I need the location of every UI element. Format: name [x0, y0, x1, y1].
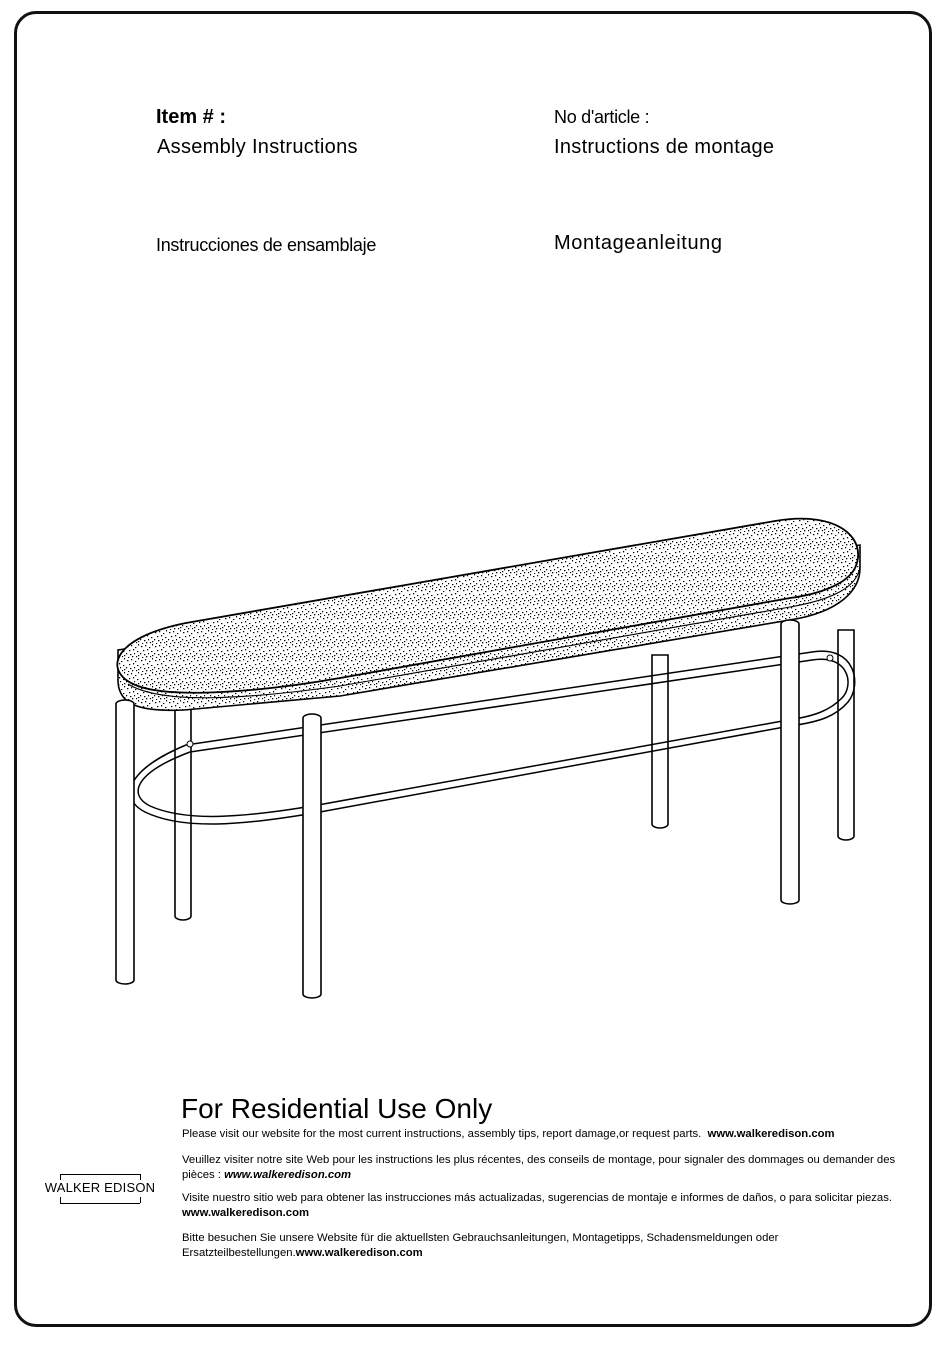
no-article-label: No d'article : [554, 107, 650, 127]
footer-text-es-body: Visite nuestro sitio web para obtener las instrucciones más actualizadas, sugerencias de montaje e informes de daños, o para solicitar piezas. [182, 1192, 892, 1204]
front-leg-right [781, 620, 799, 904]
walker-edison-logo [40, 1172, 160, 1206]
logo-top-rule [60, 1174, 140, 1175]
residential-use-title: For Residential Use Only [181, 1093, 493, 1124]
back-leg-left [175, 700, 191, 920]
footer-url-es[interactable]: www.walkeredison.com [182, 1207, 310, 1219]
footer-text-de-body: Bitte besuchen Sie unsere Website für die aktuellsten Gebrauchsanleitungen, Montagetipps, Schadensmeldungen oder Ersatzteilbestellungen. [182, 1232, 779, 1259]
footer-text-es [182, 1191, 910, 1221]
footer-text-de [182, 1231, 910, 1261]
assembly-instructions-es: Instrucciones de ensamblaje [156, 235, 377, 255]
assembly-instructions-fr: Instructions de montage [554, 136, 775, 158]
screw-left [187, 741, 193, 747]
footer-text-fr [182, 1153, 910, 1183]
logo-text: WALKER EDISON [44, 1180, 156, 1195]
logo-tick [140, 1197, 141, 1203]
back-leg-right [838, 630, 854, 840]
item-number-label: Item # : [156, 106, 227, 128]
footer-text-en [182, 1127, 910, 1142]
assembly-instructions-de: Montageanleitung [554, 232, 723, 254]
front-leg-mid [303, 714, 321, 998]
screw-right [827, 655, 833, 661]
footer-url-en[interactable]: www.walkeredison.com [707, 1128, 835, 1140]
assembly-instructions-en: Assembly Instructions [157, 136, 358, 158]
front-leg-left [116, 700, 134, 984]
footer-text-en-body: Please visit our website for the most current instructions, assembly tips, report damage,or request parts. [182, 1128, 702, 1140]
footer-text-fr-body: Veuillez visiter notre site Web pour les instructions les plus récentes, des conseils de montage, pour signaler des dommages ou demander des pièces : [182, 1154, 896, 1181]
footer-url-fr[interactable]: www.walkeredison.com [224, 1169, 352, 1181]
footer-url-de[interactable]: www.walkeredison.com [295, 1247, 423, 1259]
logo-bottom-rule [60, 1203, 140, 1204]
